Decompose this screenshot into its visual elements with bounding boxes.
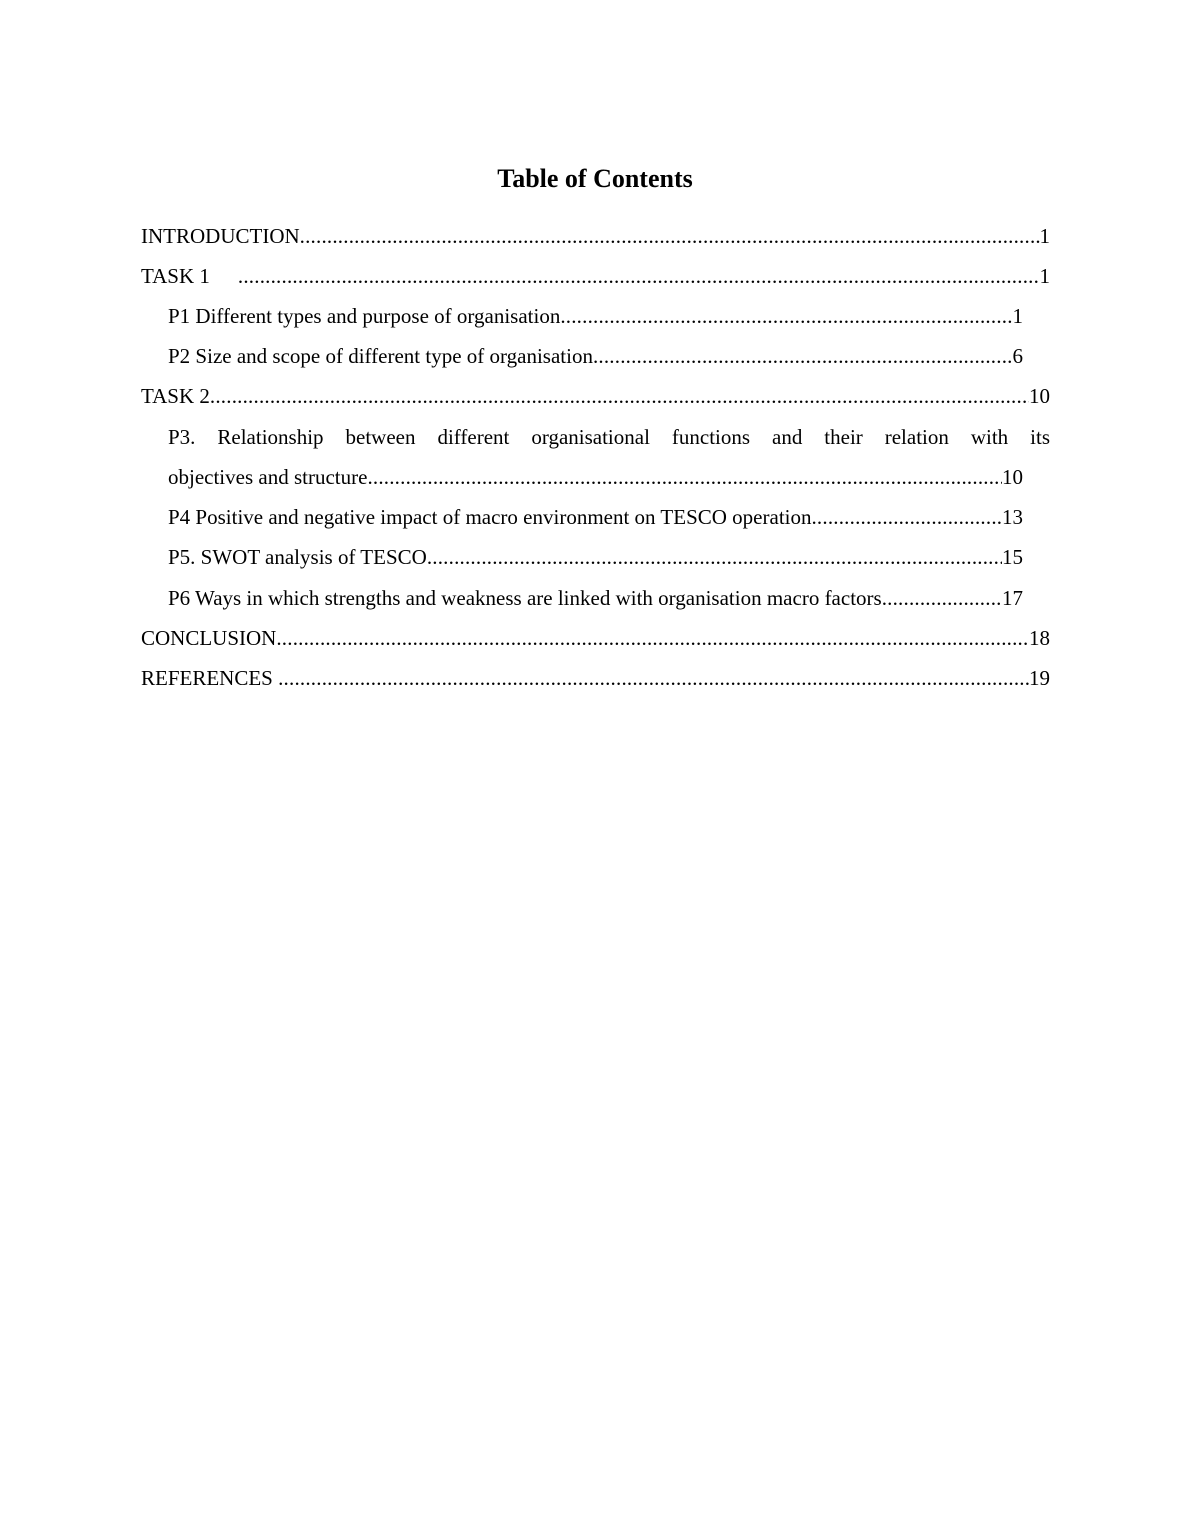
toc-page-number: 19 [1029, 666, 1050, 690]
toc-entry-p3-line-1[interactable]: P3. Relationship between different organisational functions and their relation with its [168, 425, 1050, 449]
toc-page-number: 15 [1002, 545, 1023, 569]
toc-entry-text: INTRODUCTION [141, 224, 300, 248]
toc-page-number: 10 [1002, 465, 1023, 489]
toc-page-number: 6 [1012, 344, 1023, 368]
toc-entry-conclusion[interactable] [141, 624, 1050, 652]
toc-page-number: 10 [1029, 384, 1050, 408]
toc-entry-introduction[interactable] [141, 222, 1050, 250]
toc-entry-text: REFERENCES [141, 666, 279, 690]
dot-leader [560, 302, 1012, 330]
toc-entry-text: P1 Different types and purpose of organisation [168, 304, 561, 328]
toc-entry-text: TASK 2 [141, 384, 210, 408]
toc-entry-task-2[interactable] [141, 382, 1050, 410]
toc-entry-references[interactable] [141, 664, 1050, 692]
toc-page-number: 18 [1029, 626, 1050, 650]
dot-leader [367, 463, 1002, 491]
toc-page-number: 1 [1039, 264, 1050, 288]
toc-entry-p5[interactable] [168, 543, 1023, 571]
dot-leader [210, 382, 1029, 410]
dot-leader [882, 584, 1002, 612]
toc-entry-task-1[interactable] [141, 262, 1050, 290]
dot-leader [427, 543, 1002, 571]
toc-page-number: 17 [1002, 586, 1023, 610]
toc-page-number: 1 [1039, 224, 1050, 248]
toc-entry-text: P6 Ways in which strengths and weakness are linked with organisation macro factors [168, 586, 882, 610]
toc-entry-p4[interactable] [168, 503, 1023, 531]
toc-entry-text: objectives and structure [168, 465, 368, 489]
toc-entry-p2[interactable] [168, 342, 1023, 370]
dot-leader [276, 624, 1029, 652]
toc-page-number: 13 [1002, 505, 1023, 529]
dot-leader [811, 503, 1002, 531]
dot-leader [238, 262, 1040, 290]
toc-entry-text: P5. SWOT analysis of TESCO [168, 545, 427, 569]
toc-entry-text: CONCLUSION [141, 626, 277, 650]
dot-leader [300, 222, 1040, 250]
toc-entry-text: TASK 1 [141, 264, 210, 288]
dot-leader [593, 342, 1013, 370]
toc-page-number: 1 [1012, 304, 1023, 328]
toc-entry-text: P4 Positive and negative impact of macro environment on TESCO operation [168, 505, 812, 529]
page-title: Table of Contents [497, 164, 693, 193]
dot-leader [278, 664, 1029, 692]
toc-entry-p1[interactable] [168, 302, 1023, 330]
toc-entry-p6[interactable] [168, 584, 1023, 612]
toc-entry-p3[interactable] [168, 463, 1023, 491]
toc-entry-text: P2 Size and scope of different type of organisation [168, 344, 593, 368]
